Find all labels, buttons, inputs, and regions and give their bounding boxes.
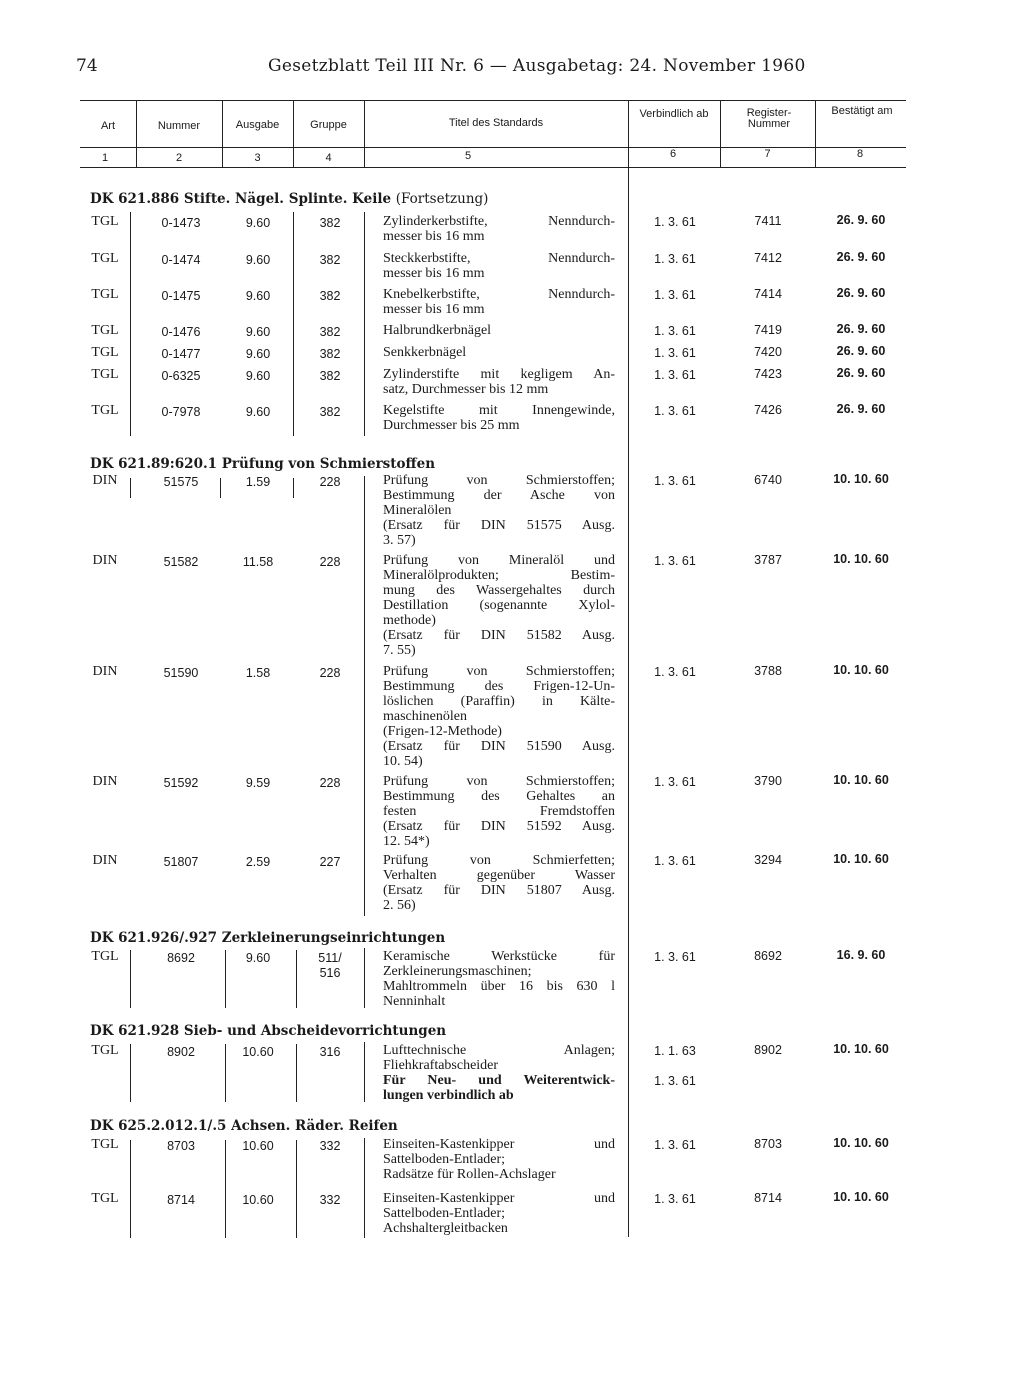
cell-verbindlich: 1. 3. 61: [654, 854, 696, 868]
titel-line: 2. 56): [383, 898, 416, 913]
cell-nummer: 51592: [163, 776, 199, 790]
cell-titel: [383, 853, 615, 913]
col-sep-art: [130, 212, 131, 436]
cell-ausgabe: 1.58: [245, 666, 271, 680]
cell-bestaetigt: 10. 10. 60: [833, 773, 889, 787]
cell-ausgabe: 10.60: [242, 1045, 274, 1059]
cell-art: TGL: [91, 1043, 119, 1058]
titel-line: Prüfung von Schmierstoffen;: [383, 774, 615, 789]
cell-bestaetigt: 26. 9. 60: [836, 366, 886, 380]
cell-ausgabe: 10.60: [242, 1193, 274, 1207]
col-header-bestaetigt: Bestätigt am: [831, 105, 893, 117]
cell-ausgabe: 9.60: [245, 325, 271, 339]
cell-gruppe: 332: [319, 1193, 341, 1207]
cell-bestaetigt: 26. 9. 60: [836, 344, 886, 358]
cell-nummer: 8902: [167, 1045, 195, 1059]
cell-ausgabe: 9.59: [245, 776, 271, 790]
col-header-ausgabe: Ausgabe: [235, 119, 280, 131]
cell-bestaetigt: 26. 9. 60: [836, 213, 886, 227]
cell-bestaetigt: 10. 10. 60: [833, 472, 889, 486]
titel-line: (Ersatz für DIN 51590 Ausg.: [383, 739, 615, 754]
col-header-register: Register-Nummer: [746, 107, 792, 130]
cell-gruppe: 382: [319, 253, 341, 267]
col-sep-nummer: [225, 1140, 226, 1238]
cell-register: 7423: [754, 367, 782, 381]
cell-art: TGL: [91, 345, 119, 360]
cell-bestaetigt: 26. 9. 60: [836, 402, 886, 416]
cell-register: 8714: [754, 1191, 782, 1205]
cell-verbindlich: 1. 3. 61: [654, 368, 696, 382]
cell-ausgabe: 9.60: [245, 216, 271, 230]
titel-line: Nenninhalt: [383, 994, 446, 1009]
cell-verbindlich: 1. 3. 61: [654, 215, 696, 229]
cell-verbindlich: 1. 3. 61: [654, 288, 696, 302]
cell-art: DIN: [92, 553, 118, 568]
cell-ausgabe: 9.60: [245, 289, 271, 303]
cell-nummer: 51575: [163, 475, 199, 489]
cell-gruppe-part: 511/: [318, 951, 342, 965]
cell-verbindlich: 1. 3. 61: [654, 665, 696, 679]
cell-titel: [383, 345, 615, 360]
cell-nummer: 8714: [167, 1193, 195, 1207]
cell-register: 8692: [754, 949, 782, 963]
titel-line: (Ersatz für DIN 51592 Ausg.: [383, 819, 615, 834]
cell-titel: [383, 251, 615, 281]
cell-register: 7411: [754, 214, 782, 228]
titel-line: (Ersatz für DIN 51807 Ausg.: [383, 883, 615, 898]
cell-gruppe: 382: [319, 369, 341, 383]
titel-line: Knebelkerbstifte, Nenndurch-: [383, 287, 615, 302]
cell-bestaetigt: 16. 9. 60: [836, 948, 886, 962]
cell-art: DIN: [92, 664, 118, 679]
cell-art: TGL: [91, 403, 119, 418]
cell-art: TGL: [91, 949, 119, 964]
cell-bestaetigt: 26. 9. 60: [836, 250, 886, 264]
col-number: 2: [175, 152, 183, 164]
cell-verbindlich: 1. 3. 61: [654, 474, 696, 488]
cell-register: 3294: [754, 853, 782, 867]
cell-bestaetigt: 10. 10. 60: [833, 552, 889, 566]
cell-verbindlich: 1. 3. 61: [654, 1192, 696, 1206]
cell-register: 7414: [754, 287, 782, 301]
titel-line: Bestimmung des Gehaltes an: [383, 789, 615, 804]
cell-nummer: 0-1476: [161, 325, 201, 339]
cell-bestaetigt: 10. 10. 60: [833, 1042, 889, 1056]
cell-register: 7412: [754, 251, 782, 265]
cell-gruppe: 382: [319, 289, 341, 303]
cell-ausgabe: 1.59: [245, 475, 271, 489]
titel-line-bold: lungen verbindlich ab: [383, 1088, 514, 1103]
col-header-titel: Titel des Standards: [448, 117, 544, 129]
cell-register: 7426: [754, 403, 782, 417]
col-number: 7: [764, 148, 771, 160]
col-header-nummer: Nummer: [157, 120, 201, 132]
cell-register: 7420: [754, 345, 782, 359]
cell-titel: [383, 287, 615, 317]
cell-gruppe: 382: [319, 347, 341, 361]
titel-line: festen Fremdstoffen: [383, 804, 615, 819]
cell-titel: [383, 403, 615, 433]
col-number: 4: [325, 152, 332, 164]
titel-line: Zylinderkerbstifte, Nenndurch-: [383, 214, 615, 229]
titel-line: Sattelboden-Entlader;: [383, 1152, 506, 1167]
section-heading: DK 621.928 Sieb- und Abscheidevorrichtungen: [90, 1023, 447, 1039]
cell-titel: [383, 1137, 615, 1182]
cell-nummer: 8703: [167, 1139, 195, 1153]
section-heading: DK 621.89:620.1 Prüfung von Schmierstoffen: [90, 456, 436, 472]
cell-bestaetigt: 26. 9. 60: [836, 286, 886, 300]
col-sep-titel: [364, 212, 365, 436]
titel-line: (Ersatz für DIN 51582 Ausg.: [383, 628, 615, 643]
cell-gruppe: [295, 951, 365, 981]
cell-ausgabe: 9.60: [245, 951, 271, 965]
cell-nummer: 0-6325: [161, 369, 201, 383]
cell-verbindlich: 1. 3. 61: [654, 554, 696, 568]
page-header: [0, 52, 1024, 82]
col-number: 5: [464, 150, 472, 162]
cell-verbindlich: 1. 1. 63: [654, 1044, 696, 1058]
titel-line: satz, Durchmesser bis 12 mm: [383, 382, 549, 397]
titel-line: Einseiten-Kastenkipper und: [383, 1191, 615, 1206]
cell-art: TGL: [91, 214, 119, 229]
cell-nummer: 0-1474: [161, 253, 201, 267]
titel-line: Prüfung von Schmierstoffen;: [383, 664, 615, 679]
section-heading: DK 625.2.012.1/.5 Achsen. Räder. Reifen: [90, 1118, 398, 1134]
cell-titel: [383, 1191, 615, 1236]
cell-gruppe: 228: [319, 555, 341, 569]
col-header-art: Art: [100, 120, 116, 132]
titel-line: Keramische Werkstücke für: [383, 949, 615, 964]
cell-art: TGL: [91, 251, 119, 266]
cell-nummer: 8692: [167, 951, 195, 965]
titel-line: 7. 55): [383, 643, 416, 658]
cell-verbindlich: 1. 3. 61: [654, 324, 696, 338]
titel-line: Radsätze für Rollen-Achslager: [383, 1167, 556, 1182]
cell-art: TGL: [91, 367, 119, 382]
cell-register: 8902: [754, 1043, 782, 1057]
cell-titel: [383, 323, 615, 338]
section-heading: DK 621.926/.927 Zerkleinerungseinrichtungen: [90, 930, 446, 946]
cell-ausgabe: 10.60: [242, 1139, 274, 1153]
cell-gruppe: 316: [319, 1045, 341, 1059]
cell-titel: [383, 214, 615, 244]
cell-register: 3790: [754, 774, 782, 788]
col-number: 8: [856, 148, 864, 160]
cell-titel: [383, 553, 615, 658]
cell-register: 7419: [754, 323, 782, 337]
cell-verbindlich: 1. 3. 61: [654, 775, 696, 789]
titel-line: (Ersatz für DIN 51575 Ausg.: [383, 518, 615, 533]
titel-line: Durchmesser bis 25 mm: [383, 418, 520, 433]
titel-line: Bestimmung des Frigen-12-Un-: [383, 679, 615, 694]
col-sep-art: [130, 950, 131, 1008]
titel-line: (Frigen-12-Methode): [383, 724, 502, 739]
cell-nummer: 0-1475: [161, 289, 201, 303]
cell-titel: [383, 473, 615, 548]
cell-verbindlich: 1. 3. 61: [654, 346, 696, 360]
titel-line: Prüfung von Schmierfetten;: [383, 853, 615, 868]
cell-gruppe: 228: [319, 776, 341, 790]
titel-line: Steckkerbstifte, Nenndurch-: [383, 251, 615, 266]
titel-line: mung des Wassergehaltes durch: [383, 583, 615, 598]
titel-line: Halbrundkerbnägel: [383, 323, 492, 338]
cell-gruppe: 227: [319, 855, 341, 869]
cell-gruppe: 228: [319, 475, 341, 489]
cell-art: TGL: [91, 323, 119, 338]
cell-art: DIN: [92, 853, 118, 868]
titel-line: messer bis 16 mm: [383, 266, 485, 281]
cell-gruppe: 382: [319, 325, 341, 339]
cell-nummer: 0-1473: [161, 216, 201, 230]
cell-verbindlich: 1. 3. 61: [654, 252, 696, 266]
cell-nummer: 51582: [163, 555, 199, 569]
cell-bestaetigt: 10. 10. 60: [833, 852, 889, 866]
titel-line: Fliehkraftabscheider: [383, 1058, 499, 1073]
cell-bestaetigt: 10. 10. 60: [833, 1136, 889, 1150]
cell-register: 3787: [754, 553, 782, 567]
cell-titel: [383, 949, 615, 1009]
titel-line: Sattelboden-Entlader;: [383, 1206, 506, 1221]
cell-nummer: 51590: [163, 666, 199, 680]
cell-gruppe-part: 516: [319, 966, 341, 980]
titel-line: Mahltrommeln über 16 bis 630 l: [383, 979, 615, 994]
cell-art: DIN: [92, 774, 118, 789]
col-number: 1: [101, 152, 109, 164]
titel-line: Verhalten gegenüber Wasser: [383, 868, 615, 883]
titel-line: maschinenölen: [383, 709, 467, 724]
cell-ausgabe: 9.60: [245, 347, 271, 361]
cell-nummer: 51807: [163, 855, 199, 869]
col-sep-ausgabe: [296, 1140, 297, 1238]
titel-line: 3. 57): [383, 533, 416, 548]
titel-line: Prüfung von Schmierstoffen;: [383, 473, 615, 488]
titel-line: methode): [383, 613, 436, 628]
col-header-gruppe: Gruppe: [310, 119, 347, 131]
cell-verbindlich: 1. 3. 61: [654, 1138, 696, 1152]
titel-line: Prüfung von Mineralöl und: [383, 553, 615, 568]
titel-line: löslichen (Paraffin) in Kälte-: [383, 694, 615, 709]
cell-ausgabe: 9.60: [245, 369, 271, 383]
cell-verbindlich-2: 1. 3. 61: [654, 1074, 696, 1088]
col-sep-ausgabe: [293, 212, 294, 436]
col-sep-titel: [364, 476, 365, 916]
cell-bestaetigt: 26. 9. 60: [836, 322, 886, 336]
col-number: 6: [669, 148, 677, 160]
cell-verbindlich: 1. 3. 61: [654, 404, 696, 418]
cell-ausgabe: 9.60: [245, 405, 271, 419]
cell-titel: [383, 774, 615, 849]
col-number: 3: [254, 152, 261, 164]
cell-gruppe: 382: [319, 216, 341, 230]
cell-bestaetigt: 10. 10. 60: [833, 663, 889, 677]
cell-register: 3788: [754, 664, 782, 678]
table-number-rule: [80, 167, 906, 168]
cell-bestaetigt: 10. 10. 60: [833, 1190, 889, 1204]
cell-art: DIN: [92, 473, 118, 488]
col-header-verbindlich: Verbindlich ab: [639, 108, 709, 120]
page-title: Gesetzblatt Teil III Nr. 6 — Ausgabetag: 24. November 1960: [268, 56, 806, 76]
cell-register: 6740: [754, 473, 782, 487]
cell-gruppe: 332: [319, 1139, 341, 1153]
section-heading: DK 621.886 Stifte. Nägel. Splinte. Keile (Fortsetzung): [90, 191, 489, 207]
titel-line: Einseiten-Kastenkipper und: [383, 1137, 615, 1152]
titel-line: Zerkleinerungsmaschinen;: [383, 964, 532, 979]
titel-line: Destillation (sogenannte Xylol-: [383, 598, 615, 613]
cell-titel: [383, 367, 615, 397]
titel-line: Senkkerbnägel: [383, 345, 467, 360]
col-sep-art: [130, 1140, 131, 1238]
cell-titel: [383, 664, 615, 769]
cell-art: TGL: [91, 1191, 119, 1206]
cell-verbindlich: 1. 3. 61: [654, 950, 696, 964]
titel-line: Achshaltergleitbacken: [383, 1221, 508, 1236]
titel-line: Bestimmung der Asche von: [383, 488, 615, 503]
cell-ausgabe: 2.59: [245, 855, 271, 869]
titel-line: Zylinderstifte mit kegligem An-: [383, 367, 615, 382]
table-top-rule: [80, 100, 906, 101]
titel-line: Lufttechnische Anlagen;: [383, 1043, 615, 1058]
page-number: 74: [76, 56, 98, 76]
cell-gruppe: 228: [319, 666, 341, 680]
col-sep-art: [130, 1044, 131, 1102]
titel-line: messer bis 16 mm: [383, 229, 485, 244]
titel-line: messer bis 16 mm: [383, 302, 485, 317]
cell-art: TGL: [91, 287, 119, 302]
cell-ausgabe: 11.58: [242, 555, 274, 569]
cell-register: 8703: [754, 1137, 782, 1151]
cell-nummer: 0-1477: [161, 347, 201, 361]
col-sep-art: [130, 478, 131, 498]
cell-art: TGL: [91, 1137, 119, 1152]
titel-line: Mineralölen: [383, 503, 452, 518]
titel-line: 12. 54*): [383, 834, 430, 849]
cell-ausgabe: 9.60: [245, 253, 271, 267]
cell-titel: [383, 1043, 615, 1103]
titel-line: 10. 54): [383, 754, 423, 769]
titel-line: Mineralölprodukten; Bestim-: [383, 568, 615, 583]
cell-nummer: 0-7978: [161, 405, 201, 419]
cell-gruppe: 382: [319, 405, 341, 419]
titel-line: Kegelstifte mit Innengewinde,: [383, 403, 615, 418]
titel-line-bold: Für Neu- und Weiterentwick-: [383, 1073, 615, 1088]
